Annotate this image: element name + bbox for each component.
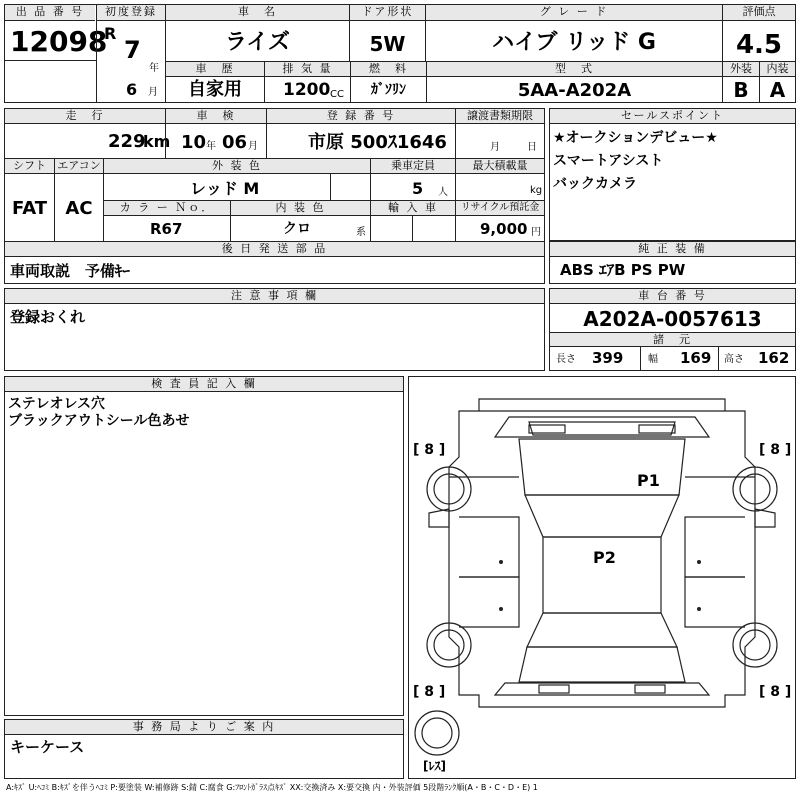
- fuel: ｶﾞｿﾘﾝ: [371, 82, 406, 98]
- grade-header: グ レ ー ド: [426, 5, 722, 21]
- reg-year: 7: [124, 36, 141, 64]
- sales-point-line-3: バックカメラ: [553, 176, 637, 192]
- height: 162: [758, 349, 790, 367]
- ext-color: レッド M: [190, 179, 260, 198]
- spec-header: 諸 元: [550, 332, 795, 347]
- interior-header: 内装: [760, 62, 795, 77]
- int-color-header: 内 装 色: [231, 201, 370, 216]
- office-header: 事 務 局 よ り ご 案 内: [5, 720, 403, 735]
- shift: FAT: [11, 198, 48, 219]
- door-header: ドア形状: [350, 5, 425, 21]
- reg-no-header: 登 録 番 号: [267, 109, 455, 124]
- sales-point-line-2: スマートアシスト: [553, 153, 664, 169]
- inspector-line-2: ブラックアウトシール色あせ: [8, 413, 190, 429]
- width-label: 幅: [648, 354, 658, 365]
- tire-rear-left: [ 8 ]: [413, 684, 446, 700]
- era: R: [104, 24, 117, 43]
- tire-front-right: [ 8 ]: [759, 442, 792, 458]
- lot-no: 12098: [10, 25, 108, 58]
- exterior-header: 外装: [723, 62, 759, 77]
- transfer-day-unit: 日: [527, 142, 537, 153]
- model-header: 型 式: [427, 62, 722, 77]
- notes-header: 注 意 事 項 欄: [5, 289, 544, 304]
- displacement-header: 排 気 量: [265, 62, 350, 77]
- displacement: 1200: [283, 80, 331, 100]
- damage-mark-p2: P2: [593, 548, 616, 567]
- color-no: R67: [150, 220, 183, 238]
- fuel-header: 燃 料: [351, 62, 426, 77]
- history: 自家用: [188, 79, 242, 100]
- door-type: 5W: [369, 32, 406, 56]
- length-label: 長さ: [556, 354, 576, 365]
- capacity-header: 乗車定員: [371, 159, 455, 174]
- capacity: 5: [412, 179, 424, 198]
- tire-rear-right: [ 8 ]: [759, 684, 792, 700]
- ac-header: エアコン: [55, 159, 103, 174]
- recycle-unit: 円: [531, 227, 541, 238]
- int-color: クロ: [283, 221, 311, 237]
- capacity-unit: 人: [438, 187, 448, 198]
- reg-month-unit: 月: [148, 87, 158, 98]
- inspection-month: 06: [222, 132, 248, 153]
- recycle-header: リサイクル預託金: [456, 201, 544, 216]
- shift-header: シフト: [5, 159, 54, 174]
- length: 399: [592, 349, 624, 367]
- mileage: 229: [108, 131, 146, 152]
- inspection-month-unit: 月: [248, 141, 258, 152]
- car-outline: [409, 377, 795, 778]
- damage-mark-p1: P1: [637, 471, 660, 490]
- width: 169: [680, 349, 712, 367]
- reg-year-unit: 年: [149, 63, 159, 74]
- equipment: ABS ｴｱB PS PW: [560, 261, 686, 279]
- inspection-header: 車 検: [166, 109, 266, 124]
- model: 5AA-A202A: [517, 80, 632, 101]
- mileage-unit: km: [143, 132, 171, 151]
- equipment-header: 純 正 装 備: [550, 242, 795, 257]
- vehicle-info-section: [4, 108, 545, 284]
- first-reg-header: 初度登録: [97, 5, 165, 21]
- car-name: ライズ: [224, 30, 291, 55]
- transfer-month-unit: 月: [490, 142, 500, 153]
- history-header: 車 歴: [166, 62, 264, 77]
- ac: AC: [65, 198, 93, 219]
- legend: A:ｷｽﾞ U:ﾍｺﾐ B:ｷｽﾞを伴うﾍｺﾐ P:要塗装 W:補修跡 S:錆 C:腐食 G:ﾌﾛﾝﾄｶﾞﾗｽ点ｷｽﾞ XX:交換済み X:要交換 内・外装評価 5段階ﾗﾝｸ順(A・B・C・D・E) 1: [6, 783, 538, 792]
- exterior-grade: B: [733, 78, 749, 102]
- chassis-no: A202A-0057613: [583, 307, 762, 331]
- office-note: キーケース: [10, 738, 85, 756]
- inspection-year: 10: [181, 132, 207, 153]
- inspector-header: 検 査 員 記 入 欄: [5, 377, 403, 392]
- ext-color-header: 外 装 色: [104, 159, 370, 174]
- color-no-header: カ ラ ー Ｎｏ．: [104, 201, 230, 216]
- score-header: 評価点: [723, 5, 795, 21]
- interior-grade: A: [769, 78, 786, 102]
- displacement-unit: CC: [330, 89, 344, 100]
- car-name-header: 車 名: [166, 5, 349, 21]
- notes: 登録おくれ: [10, 308, 86, 326]
- later-parts: 車両取説 予備ｷｰ: [10, 262, 131, 280]
- transfer-header: 譲渡書類期限: [456, 109, 544, 124]
- max-load-header: 最大積載量: [456, 159, 544, 174]
- later-parts-header: 後 日 発 送 部 品: [5, 242, 544, 257]
- import-header: 輸 入 車: [371, 201, 455, 216]
- damage-diagram: [408, 376, 796, 779]
- inspector-line-1: ステレオレス穴: [8, 396, 106, 412]
- sales-point-header: セールスポイント: [550, 109, 795, 124]
- height-label: 高さ: [724, 354, 744, 365]
- int-color-unit: 系: [356, 227, 366, 238]
- tire-front-left: [ 8 ]: [413, 442, 446, 458]
- mileage-header: 走 行: [5, 109, 165, 124]
- grade: ハイブ リッド G: [492, 30, 656, 55]
- max-load-unit: kg: [530, 185, 543, 196]
- recycle-fee: 9,000: [480, 220, 528, 238]
- spare-tire: [ﾚｽ]: [423, 759, 446, 773]
- reg-no: 市原 500ｽ1646: [308, 132, 447, 153]
- overall-score: 4.5: [735, 30, 783, 60]
- sales-point-section: [549, 108, 796, 241]
- lot-no-header: 出 品 番 号: [5, 5, 95, 21]
- sales-point-line-1: ★オークションデビュー★: [553, 130, 718, 146]
- reg-month: 6: [126, 80, 138, 99]
- chassis-header: 車 台 番 号: [550, 289, 795, 304]
- inspection-year-unit: 年: [206, 141, 216, 152]
